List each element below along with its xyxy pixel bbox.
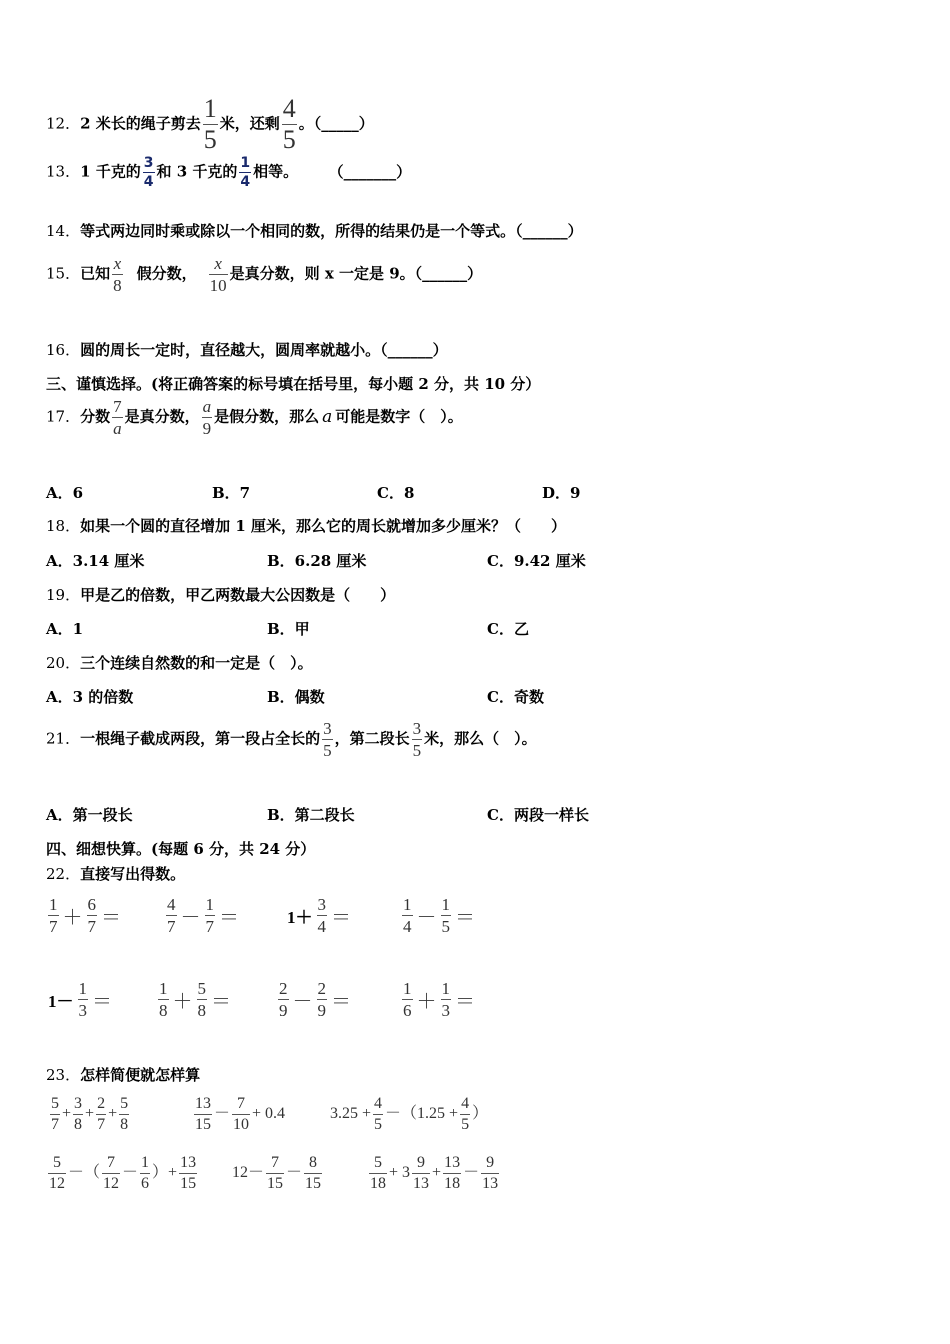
question-19 xyxy=(46,584,395,605)
operator: － xyxy=(214,1105,231,1123)
option-b[interactable]: B．甲 xyxy=(267,620,310,638)
denominator: 15 xyxy=(305,1175,322,1192)
equals: ＝ xyxy=(92,991,112,1013)
option-b[interactable]: B．6.28 厘米 xyxy=(267,552,367,570)
operator: － xyxy=(180,907,201,929)
equals: ＝ xyxy=(211,991,231,1013)
denominator: 10 xyxy=(233,1116,250,1133)
fraction xyxy=(239,156,251,189)
numerator: 3 xyxy=(317,895,326,914)
denominator: 15 xyxy=(195,1116,211,1133)
denominator: 7 xyxy=(167,917,176,936)
fraction xyxy=(278,980,289,1019)
expression-lead: 3.25 + xyxy=(330,1105,372,1123)
numerator: 7 xyxy=(271,1154,280,1171)
numerator: a xyxy=(202,397,212,416)
denominator: 4 xyxy=(143,174,154,190)
option-b[interactable]: B．第二段长 xyxy=(267,806,355,824)
operator: － xyxy=(292,991,313,1013)
numerator: 2 xyxy=(97,1095,106,1112)
fraction xyxy=(48,1155,66,1192)
fraction xyxy=(402,896,413,935)
question-number: 20． xyxy=(46,654,81,672)
question-text: 米，还剩 xyxy=(219,114,280,133)
fraction xyxy=(209,255,228,294)
fraction xyxy=(460,1096,470,1133)
question-number: 15． xyxy=(46,264,81,283)
question-text: 三个连续自然数的和一定是（ ）。 xyxy=(80,654,313,672)
operator: － xyxy=(416,907,437,929)
denominator: 8 xyxy=(159,1001,168,1020)
question-number: 17． xyxy=(46,407,81,426)
denominator: 12 xyxy=(103,1175,120,1192)
numerator: 1 xyxy=(403,979,412,998)
numerator: 13 xyxy=(180,1154,197,1171)
fraction xyxy=(443,1155,461,1192)
denominator: 8 xyxy=(197,1001,206,1020)
fraction xyxy=(166,896,177,935)
denominator: 8 xyxy=(113,276,122,295)
calc-expression xyxy=(46,896,123,935)
expression-close: ）+ xyxy=(152,1164,178,1182)
numerator: 5 xyxy=(120,1095,129,1112)
denominator: 10 xyxy=(209,276,227,295)
question-number: 12． xyxy=(46,114,81,133)
numerator: 2 xyxy=(279,979,288,998)
operator: ＋ xyxy=(62,907,83,929)
denominator: 8 xyxy=(120,1116,129,1133)
calc-expression xyxy=(285,896,353,935)
expression-tail: + 0.4 xyxy=(252,1105,286,1123)
question-number: 21． xyxy=(46,729,81,748)
numerator: 4 xyxy=(167,895,176,914)
question-text: 是真分数， xyxy=(124,407,200,426)
question-text: 和 3 千克的 xyxy=(156,162,238,181)
calc-expression-5 xyxy=(232,1155,324,1192)
operator: + xyxy=(85,1105,95,1123)
denominator: 13 xyxy=(413,1175,430,1192)
denominator: 5 xyxy=(203,125,217,154)
question-18 xyxy=(46,515,566,536)
expression-lead: 12－ xyxy=(232,1164,265,1182)
denominator: 7 xyxy=(87,917,96,936)
expression-mid: －（1.25 + xyxy=(385,1105,459,1123)
operator: － xyxy=(122,1164,139,1182)
fraction xyxy=(402,980,413,1019)
denominator: 12 xyxy=(49,1175,65,1192)
denominator: 5 xyxy=(441,917,450,936)
denominator: 7 xyxy=(205,917,214,936)
question-number: 23． xyxy=(46,1066,81,1084)
question-number: 13． xyxy=(46,162,81,181)
question-text: 是假分数，那么 xyxy=(214,407,320,426)
section-4-heading: 四、细想快算。(每题 6 分，共 24 分） xyxy=(46,840,316,858)
option-c[interactable]: C．奇数 xyxy=(487,688,544,706)
question-text: 等式两边同时乘或除以一个相同的数，所得的结果仍是一个等式。（______） xyxy=(80,222,583,240)
numerator: x xyxy=(113,254,122,273)
question-text: 1 千克的 xyxy=(80,162,141,181)
numerator: 13 xyxy=(444,1154,461,1171)
question-text: 可能是数字（ ）。 xyxy=(335,407,463,426)
question-text: 直接写出得数。 xyxy=(80,865,186,883)
operator: + xyxy=(108,1105,118,1123)
variable: a xyxy=(322,406,333,427)
operator: － xyxy=(286,1164,303,1182)
question-text: 相等。 xyxy=(253,162,299,181)
option-c[interactable]: C．乙 xyxy=(487,620,529,638)
fraction xyxy=(373,1096,383,1133)
question-text: 是真分数，则 x 一定是 9。（______） xyxy=(229,264,483,283)
calc-expression xyxy=(156,980,233,1019)
fraction xyxy=(119,1096,129,1133)
fraction xyxy=(143,156,155,189)
fraction xyxy=(441,980,452,1019)
question-23 xyxy=(46,1064,200,1085)
equals: ＝ xyxy=(455,991,475,1013)
fraction xyxy=(96,1096,106,1133)
numerator: 6 xyxy=(87,895,96,914)
operator: － xyxy=(463,1164,480,1182)
denominator: 5 xyxy=(374,1116,383,1133)
fraction xyxy=(50,1096,60,1133)
fraction xyxy=(282,96,297,153)
denominator: 8 xyxy=(74,1116,83,1133)
denominator: 4 xyxy=(240,174,251,190)
option-a[interactable]: A．1 xyxy=(46,620,84,638)
option-a[interactable]: A．3.14 厘米 xyxy=(46,552,145,570)
question-text: 甲是乙的倍数，甲乙两数最大公因数是（ ） xyxy=(80,586,396,604)
numerator: 5 xyxy=(374,1154,382,1171)
operator: + 3 xyxy=(389,1164,411,1182)
question-text: 怎样简便就怎样算 xyxy=(80,1066,201,1084)
numerator: 5 xyxy=(53,1154,61,1171)
fraction xyxy=(304,1155,322,1192)
fraction xyxy=(412,720,423,759)
fraction xyxy=(197,980,208,1019)
numerator: 9 xyxy=(486,1154,495,1171)
fraction xyxy=(78,980,89,1019)
numerator: 7 xyxy=(107,1154,116,1171)
numerator: 3 xyxy=(412,719,422,738)
fraction xyxy=(266,1155,284,1192)
option-b[interactable]: B．7 xyxy=(212,484,251,502)
calc-expression-3 xyxy=(330,1096,488,1133)
option-d[interactable]: D．9 xyxy=(542,484,581,502)
numerator: 5 xyxy=(197,979,206,998)
option-a[interactable]: A．3 的倍数 xyxy=(46,688,134,706)
numerator: 1 xyxy=(78,979,87,998)
calc-expression xyxy=(276,980,353,1019)
denominator: 7 xyxy=(49,917,58,936)
denominator: 4 xyxy=(403,917,412,936)
question-12 xyxy=(46,96,374,153)
fraction xyxy=(112,398,123,437)
question-13 xyxy=(46,156,411,189)
numerator: 3 xyxy=(74,1095,83,1112)
question-number: 16． xyxy=(46,341,81,359)
fraction xyxy=(203,96,218,153)
fraction xyxy=(481,1155,499,1192)
equals: ＝ xyxy=(219,907,239,929)
question-22 xyxy=(46,863,185,884)
numerator: 1 xyxy=(49,895,58,914)
question-20 xyxy=(46,652,313,673)
denominator: 18 xyxy=(370,1175,386,1192)
fraction xyxy=(48,896,59,935)
fraction xyxy=(232,1096,250,1133)
fraction xyxy=(369,1155,387,1192)
option-c[interactable]: C．9.42 厘米 xyxy=(487,552,586,570)
expression-tail: ） xyxy=(472,1105,489,1123)
fraction xyxy=(317,980,328,1019)
question-text: ，第二段长 xyxy=(334,729,410,748)
question-number: 18． xyxy=(46,517,81,535)
operator: ＋ xyxy=(416,991,437,1013)
denominator: 13 xyxy=(482,1175,499,1192)
question-15 xyxy=(46,255,482,294)
numerator: 4 xyxy=(374,1095,383,1112)
fraction xyxy=(194,1096,212,1133)
numerator: 13 xyxy=(195,1095,211,1112)
whole-number: 1－ xyxy=(48,992,74,1011)
operator: + xyxy=(432,1164,442,1182)
section-3-heading: 三、谨慎选择。(将正确答案的标号填在括号里，每小题 2 分，共 10 分） xyxy=(46,375,541,393)
denominator: 7 xyxy=(97,1116,106,1133)
question-17 xyxy=(46,398,463,437)
numerator: 4 xyxy=(461,1095,470,1112)
question-text: 已知 xyxy=(80,264,111,283)
question-text: 假分数， xyxy=(136,264,197,283)
operator: ＋ xyxy=(172,991,193,1013)
question-text: 圆的周长一定时，直径越大，圆周率就越小。（______） xyxy=(80,341,448,359)
numerator: 3 xyxy=(323,719,332,738)
calc-expression xyxy=(400,896,477,935)
question-number: 22． xyxy=(46,865,81,883)
denominator: a xyxy=(113,419,122,438)
equals: ＝ xyxy=(455,907,475,929)
question-text: 。（_____） xyxy=(298,114,374,133)
fraction xyxy=(102,1155,120,1192)
calc-expression-1 xyxy=(48,1096,131,1133)
fraction xyxy=(205,896,216,935)
option-a[interactable]: A．6 xyxy=(46,484,84,502)
numerator: 1 xyxy=(441,895,450,914)
fraction xyxy=(179,1155,197,1192)
calc-expression-4 xyxy=(46,1155,199,1192)
fraction xyxy=(158,980,169,1019)
numerator: 4 xyxy=(282,94,296,123)
numerator: 5 xyxy=(51,1095,59,1112)
question-21 xyxy=(46,720,537,759)
question-text: 如果一个圆的直径增加 1 厘米，那么它的周长就增加多少厘米？（ ） xyxy=(80,517,566,535)
expression-mid: －（ xyxy=(68,1164,101,1182)
calc-expression-6 xyxy=(367,1155,501,1192)
numerator: 8 xyxy=(309,1154,318,1171)
question-14 xyxy=(46,220,583,241)
denominator: 5 xyxy=(461,1116,470,1133)
option-c[interactable]: C．8 xyxy=(377,484,415,502)
equals: ＝ xyxy=(331,907,351,929)
numerator: 1 xyxy=(159,979,168,998)
numerator: 9 xyxy=(417,1154,426,1171)
numerator: 1 xyxy=(205,895,214,914)
fraction xyxy=(73,1096,83,1133)
option-c[interactable]: C．两段一样长 xyxy=(487,806,589,824)
option-b[interactable]: B．偶数 xyxy=(267,688,325,706)
numerator: 7 xyxy=(113,397,122,416)
question-text: 分数 xyxy=(80,407,111,426)
denominator: 3 xyxy=(441,1001,450,1020)
calc-expression-2 xyxy=(192,1096,285,1133)
denominator: 5 xyxy=(282,125,296,154)
calc-expression xyxy=(164,896,241,935)
denominator: 3 xyxy=(78,1001,87,1020)
answer-blank: （_______） xyxy=(336,162,412,181)
question-text: 一根绳子截成两段，第一段占全长的 xyxy=(80,729,321,748)
question-text: 2 米长的绳子剪去 xyxy=(80,114,201,133)
fraction xyxy=(112,255,123,294)
denominator: 5 xyxy=(323,741,332,760)
whole-number: 1＋ xyxy=(287,908,313,927)
denominator: 9 xyxy=(202,419,212,438)
numerator: 1 xyxy=(203,94,217,123)
denominator: 15 xyxy=(180,1175,197,1192)
denominator: 9 xyxy=(317,1001,326,1020)
denominator: 7 xyxy=(51,1116,59,1133)
calc-expression xyxy=(46,980,114,1019)
fraction xyxy=(317,896,328,935)
fraction xyxy=(322,720,333,759)
option-a[interactable]: A．第一段长 xyxy=(46,806,133,824)
fraction xyxy=(441,896,452,935)
denominator: 4 xyxy=(317,917,326,936)
question-text: 米，那么（ ）。 xyxy=(424,729,537,748)
numerator: 1 xyxy=(403,895,412,914)
equals: ＝ xyxy=(101,907,121,929)
denominator: 6 xyxy=(141,1175,150,1192)
numerator: 1 xyxy=(240,155,251,171)
equals: ＝ xyxy=(331,991,351,1013)
numerator: 1 xyxy=(441,979,450,998)
fraction xyxy=(412,1155,430,1192)
question-number: 19． xyxy=(46,586,81,604)
numerator: 3 xyxy=(143,155,154,171)
question-number: 14． xyxy=(46,222,81,240)
fraction xyxy=(87,896,98,935)
numerator: 1 xyxy=(141,1154,150,1171)
denominator: 18 xyxy=(444,1175,461,1192)
fraction xyxy=(140,1155,150,1192)
operator: + xyxy=(62,1105,72,1123)
denominator: 6 xyxy=(403,1001,412,1020)
fraction xyxy=(202,398,213,437)
question-16 xyxy=(46,339,448,360)
denominator: 5 xyxy=(412,741,422,760)
calc-expression xyxy=(400,980,477,1019)
denominator: 9 xyxy=(279,1001,288,1020)
numerator: 2 xyxy=(317,979,326,998)
numerator: x xyxy=(214,254,222,273)
numerator: 7 xyxy=(237,1095,246,1112)
denominator: 15 xyxy=(267,1175,284,1192)
